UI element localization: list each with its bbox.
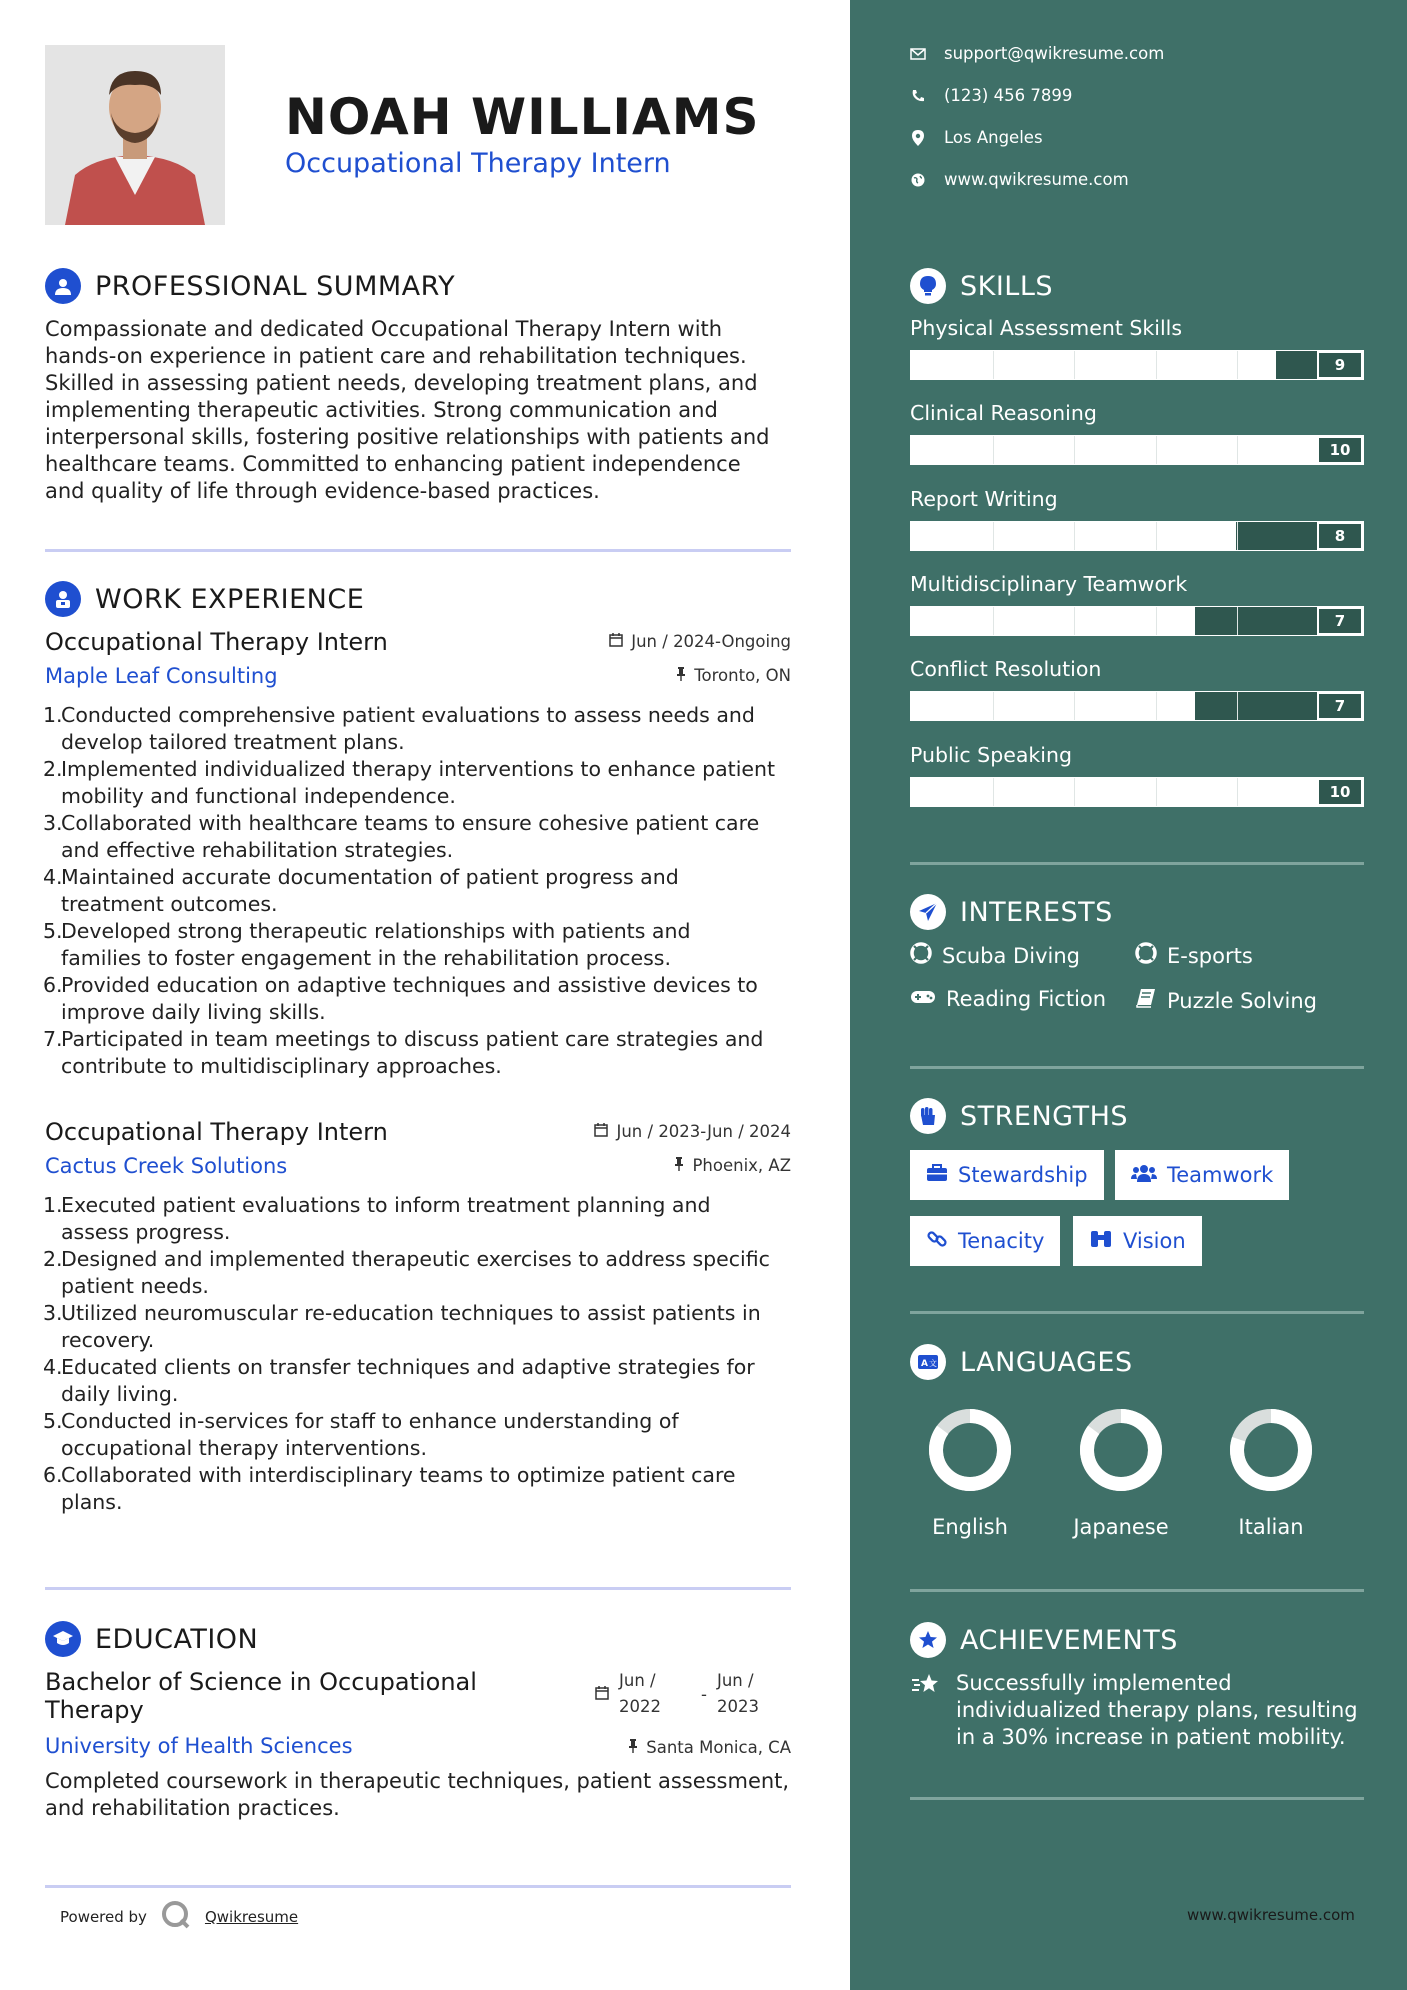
interest-item bbox=[910, 987, 1106, 1011]
list-number: 5. bbox=[43, 919, 63, 943]
list-item bbox=[45, 891, 791, 918]
list-number: 5. bbox=[43, 1409, 63, 1433]
skill-bar bbox=[910, 435, 1364, 465]
language-item bbox=[1201, 1405, 1341, 1539]
book-icon bbox=[1135, 987, 1157, 1014]
skill-fill bbox=[911, 607, 1195, 635]
skill-segment bbox=[1156, 778, 1157, 806]
job-location-text: Toronto, ON bbox=[694, 666, 791, 685]
skill-item bbox=[910, 743, 1364, 807]
skill-fill bbox=[911, 351, 1276, 379]
languages-title: LANGUAGES bbox=[960, 1346, 1133, 1378]
language-item bbox=[900, 1405, 1040, 1539]
skill-segment bbox=[1237, 351, 1238, 379]
list-item bbox=[45, 1354, 791, 1381]
list-item bbox=[45, 999, 791, 1026]
list-text: Educated clients on transfer techniques and adaptive strategies for bbox=[61, 1355, 755, 1379]
end-month: Jun / bbox=[716, 1671, 754, 1690]
list-text: Utilized neuromuscular re-education techniques to assist patients in bbox=[61, 1301, 761, 1325]
job-date-text: Jun / 2024-Ongoing bbox=[631, 632, 791, 651]
summary-line: Skilled in assessing patient needs, developing treatment plans, and bbox=[45, 371, 758, 395]
skill-segment bbox=[1156, 522, 1157, 550]
list-text: Collaborated with healthcare teams to ensure cohesive patient care bbox=[61, 811, 760, 835]
list-text: patient needs. bbox=[61, 1274, 209, 1298]
gamepad-icon bbox=[910, 987, 936, 1011]
skill-bar bbox=[910, 691, 1364, 721]
skill-bar bbox=[910, 521, 1364, 551]
job-company: Maple Leaf Consulting bbox=[45, 664, 278, 688]
language-label: English bbox=[932, 1515, 1008, 1539]
language-donut bbox=[1226, 1405, 1316, 1495]
list-number: 7. bbox=[43, 1027, 63, 1051]
summary-heading bbox=[45, 268, 455, 304]
list-item bbox=[45, 1192, 791, 1219]
skill-segment bbox=[1156, 351, 1157, 379]
qwikresume-logo-icon bbox=[161, 1900, 191, 1934]
education-description bbox=[45, 1768, 791, 1822]
language-label: Italian bbox=[1238, 1515, 1304, 1539]
job-bullets bbox=[45, 1192, 791, 1516]
list-text: families to foster engagement in the rehabilitation process. bbox=[61, 946, 671, 970]
skill-score: 9 bbox=[1317, 351, 1363, 379]
achievement-text bbox=[956, 1670, 1358, 1751]
list-item bbox=[45, 1053, 791, 1080]
skill-segment bbox=[993, 436, 994, 464]
list-text: improve daily living skills. bbox=[61, 1000, 326, 1024]
education-entry bbox=[45, 1668, 791, 1822]
education-date bbox=[595, 1668, 759, 1720]
language-label: Japanese bbox=[1073, 1515, 1169, 1539]
list-number bbox=[43, 1381, 61, 1408]
interest-label: E-sports bbox=[1167, 943, 1253, 968]
list-text: Developed strong therapeutic relationships with patients and bbox=[61, 919, 691, 943]
job-title: Occupational Therapy Intern bbox=[45, 628, 388, 656]
language-donut bbox=[1076, 1405, 1166, 1495]
skill-segment bbox=[1156, 607, 1157, 635]
list-item bbox=[45, 1219, 791, 1246]
degree-line: Therapy bbox=[45, 1696, 144, 1724]
education-location-text: Santa Monica, CA bbox=[646, 1738, 791, 1757]
phone-icon bbox=[910, 88, 926, 104]
summary-line: hands-on experience in patient care and rehabilitation techniques. bbox=[45, 344, 747, 368]
achievement-item bbox=[910, 1670, 1364, 1751]
phone-text: (123) 456 7899 bbox=[944, 86, 1073, 105]
contact-website[interactable] bbox=[910, 170, 1129, 189]
skill-segment bbox=[1237, 607, 1238, 635]
list-number: 2. bbox=[43, 757, 63, 781]
skill-bar bbox=[910, 350, 1364, 380]
interest-item bbox=[1135, 987, 1317, 1014]
calendar-icon bbox=[594, 1122, 608, 1141]
skill-segment bbox=[993, 522, 994, 550]
list-text: recovery. bbox=[61, 1328, 155, 1352]
job-location bbox=[674, 1156, 791, 1175]
summary-line: Compassionate and dedicated Occupational Therapy Intern with bbox=[45, 317, 723, 341]
start-date bbox=[619, 1668, 661, 1720]
strength-label: Teamwork bbox=[1167, 1163, 1274, 1187]
list-item bbox=[45, 1273, 791, 1300]
svg-text:A: A bbox=[921, 1359, 928, 1369]
list-number bbox=[43, 1273, 61, 1300]
link-icon bbox=[926, 1228, 948, 1255]
binoculars-icon bbox=[1089, 1229, 1113, 1254]
skill-segment bbox=[1237, 436, 1238, 464]
list-item bbox=[45, 1435, 791, 1462]
skill-segment bbox=[993, 778, 994, 806]
list-number: 6. bbox=[43, 1463, 63, 1487]
skill-item bbox=[910, 401, 1364, 465]
lightbulb-icon bbox=[910, 268, 946, 304]
list-number bbox=[43, 1327, 61, 1354]
list-number bbox=[43, 837, 61, 864]
achievements-title: ACHIEVEMENTS bbox=[960, 1624, 1178, 1656]
brand-link[interactable]: Qwikresume bbox=[204, 1908, 299, 1926]
list-item bbox=[45, 729, 791, 756]
job-location-text: Phoenix, AZ bbox=[692, 1156, 791, 1175]
experience-title: WORK EXPERIENCE bbox=[95, 583, 365, 615]
start-year: 2022 bbox=[619, 1697, 661, 1716]
skill-segment bbox=[1156, 692, 1157, 720]
achievement-line: Successfully implemented bbox=[956, 1671, 1232, 1695]
skill-score: 10 bbox=[1317, 778, 1363, 806]
end-year: 2023 bbox=[716, 1697, 759, 1716]
strength-label: Stewardship bbox=[958, 1163, 1088, 1187]
skills-title: SKILLS bbox=[960, 270, 1054, 302]
list-item bbox=[45, 837, 791, 864]
skill-score: 8 bbox=[1317, 522, 1363, 550]
skills-heading bbox=[910, 268, 1053, 304]
degree-line: Bachelor of Science in Occupational bbox=[45, 1668, 477, 1696]
email-text: support@qwikresume.com bbox=[944, 44, 1165, 63]
list-number bbox=[43, 891, 61, 918]
lifebuoy-icon bbox=[910, 942, 932, 969]
languages-heading bbox=[910, 1344, 1133, 1380]
list-number bbox=[43, 729, 61, 756]
skill-segment bbox=[1074, 351, 1075, 379]
list-text: Collaborated with interdisciplinary teams to optimize patient care bbox=[61, 1463, 736, 1487]
section-divider bbox=[910, 1797, 1364, 1800]
skill-bar bbox=[910, 777, 1364, 807]
list-item bbox=[45, 810, 791, 837]
footer-website[interactable]: www.qwikresume.com bbox=[1187, 1906, 1355, 1924]
achievement-line: in a 30% increase in patient mobility. bbox=[956, 1725, 1346, 1749]
skill-item bbox=[910, 657, 1364, 721]
list-number bbox=[43, 1219, 61, 1246]
strengths-heading bbox=[910, 1098, 1128, 1134]
list-text: and effective rehabilitation strategies. bbox=[61, 838, 454, 862]
list-text: contribute to multidisciplinary approaches. bbox=[61, 1054, 502, 1078]
skill-fill bbox=[911, 692, 1195, 720]
profile-photo bbox=[45, 45, 225, 225]
list-number: 3. bbox=[43, 1301, 63, 1325]
summary-line: healthcare teams. Committed to enhancing patient independence bbox=[45, 452, 741, 476]
list-item bbox=[45, 756, 791, 783]
education-line: Completed coursework in therapeutic techniques, patient assessment, bbox=[45, 1769, 790, 1793]
list-item bbox=[45, 864, 791, 891]
job-location bbox=[676, 666, 791, 685]
skill-segment bbox=[1074, 436, 1075, 464]
education-line: and rehabilitation practices. bbox=[45, 1796, 340, 1820]
skill-segment bbox=[1237, 522, 1238, 550]
skill-segment bbox=[1074, 522, 1075, 550]
list-number: 3. bbox=[43, 811, 63, 835]
list-text: Conducted comprehensive patient evaluations to assess needs and bbox=[61, 703, 755, 727]
strength-badge bbox=[1073, 1216, 1202, 1266]
list-text: Maintained accurate documentation of patient progress and bbox=[61, 865, 679, 889]
list-text: mobility and functional independence. bbox=[61, 784, 456, 808]
globe-icon bbox=[910, 172, 926, 188]
skill-segment bbox=[1156, 436, 1157, 464]
star-icon bbox=[910, 1672, 942, 1751]
list-number: 4. bbox=[43, 865, 63, 889]
skill-item bbox=[910, 572, 1364, 636]
list-number: 1. bbox=[43, 703, 63, 727]
users-icon bbox=[1131, 1163, 1157, 1188]
section-divider bbox=[910, 1589, 1364, 1592]
skill-segment bbox=[1237, 692, 1238, 720]
summary-line: interpersonal skills, fostering positive relationships with patients and bbox=[45, 425, 770, 449]
interest-item bbox=[910, 942, 1080, 969]
list-number: 4. bbox=[43, 1355, 63, 1379]
powered-by-text: Powered by bbox=[60, 1908, 147, 1926]
skill-bar bbox=[910, 606, 1364, 636]
skill-score: 7 bbox=[1317, 692, 1363, 720]
school: University of Health Sciences bbox=[45, 1734, 353, 1758]
experience-heading bbox=[45, 581, 364, 617]
paper-plane-icon bbox=[910, 894, 946, 930]
list-number bbox=[43, 945, 61, 972]
start-month: Jun / bbox=[619, 1671, 656, 1690]
section-divider bbox=[910, 1066, 1364, 1069]
interest-label: Scuba Diving bbox=[942, 943, 1080, 968]
achievement-line: individualized therapy plans, resulting bbox=[956, 1698, 1358, 1722]
candidate-title: Occupational Therapy Intern bbox=[285, 148, 671, 179]
svg-text:文: 文 bbox=[929, 1359, 937, 1368]
job-date bbox=[594, 1122, 791, 1141]
list-number bbox=[43, 1489, 61, 1516]
skill-label: Report Writing bbox=[910, 487, 1058, 511]
skill-label: Clinical Reasoning bbox=[910, 401, 1097, 425]
list-item bbox=[45, 1246, 791, 1273]
skill-fill bbox=[911, 436, 1363, 464]
calendar-icon bbox=[609, 632, 623, 651]
list-text: daily living. bbox=[61, 1382, 179, 1406]
strength-label: Vision bbox=[1123, 1229, 1186, 1253]
end-date bbox=[717, 1668, 759, 1720]
list-number bbox=[43, 1053, 61, 1080]
job-date-text: Jun / 2023-Jun / 2024 bbox=[616, 1122, 791, 1141]
skill-label: Multidisciplinary Teamwork bbox=[910, 572, 1188, 596]
list-text: treatment outcomes. bbox=[61, 892, 278, 916]
lifebuoy-icon bbox=[1135, 942, 1157, 969]
job-title: Occupational Therapy Intern bbox=[45, 1118, 388, 1146]
contact-location bbox=[910, 128, 1043, 147]
section-divider bbox=[45, 1885, 791, 1888]
list-text: Designed and implemented therapeutic exercises to address specific bbox=[61, 1247, 770, 1271]
website-text: www.qwikresume.com bbox=[944, 170, 1129, 189]
list-item bbox=[45, 1300, 791, 1327]
skill-segment bbox=[993, 351, 994, 379]
contact-email[interactable] bbox=[910, 44, 1164, 63]
location-text: Los Angeles bbox=[944, 128, 1043, 147]
summary-text bbox=[45, 316, 795, 505]
user-icon bbox=[45, 268, 81, 304]
list-text: plans. bbox=[61, 1490, 123, 1514]
skill-label: Public Speaking bbox=[910, 743, 1072, 767]
education-heading bbox=[45, 1621, 258, 1657]
list-number bbox=[43, 1435, 61, 1462]
strengths-title: STRENGTHS bbox=[960, 1100, 1129, 1132]
star-badge-icon bbox=[910, 1622, 946, 1658]
calendar-icon bbox=[595, 1685, 609, 1704]
list-number: 6. bbox=[43, 973, 63, 997]
pin-icon bbox=[674, 1156, 684, 1175]
list-item bbox=[45, 972, 791, 999]
list-text: Provided education on adaptive techniques and assistive devices to bbox=[61, 973, 758, 997]
job-date bbox=[609, 632, 791, 651]
language-donut bbox=[925, 1405, 1015, 1495]
list-number: 2. bbox=[43, 1247, 63, 1271]
list-item bbox=[45, 783, 791, 810]
section-divider bbox=[910, 1311, 1364, 1314]
interests-heading bbox=[910, 894, 1113, 930]
strength-badge bbox=[910, 1216, 1060, 1266]
skill-score: 7 bbox=[1317, 607, 1363, 635]
skill-segment bbox=[1074, 778, 1075, 806]
strength-badge bbox=[1115, 1150, 1289, 1200]
skill-label: Physical Assessment Skills bbox=[910, 316, 1183, 340]
pin-icon bbox=[676, 666, 686, 685]
list-text: Executed patient evaluations to inform treatment planning and bbox=[61, 1193, 711, 1217]
job-bullets bbox=[45, 702, 791, 1080]
list-number bbox=[43, 783, 61, 810]
education-location bbox=[628, 1738, 791, 1757]
job-entry bbox=[45, 1118, 791, 1516]
date-separator: - bbox=[701, 1684, 707, 1704]
pin-icon bbox=[628, 1738, 638, 1757]
skill-label: Conflict Resolution bbox=[910, 657, 1102, 681]
list-item bbox=[45, 945, 791, 972]
envelope-icon bbox=[910, 46, 926, 62]
skill-segment bbox=[1074, 692, 1075, 720]
contact-phone[interactable] bbox=[910, 86, 1072, 105]
powered-by bbox=[60, 1900, 298, 1934]
list-number bbox=[43, 999, 61, 1026]
summary-line: implementing therapeutic activities. Strong communication and bbox=[45, 398, 718, 422]
achievements-heading bbox=[910, 1622, 1178, 1658]
language-item bbox=[1051, 1405, 1191, 1539]
list-text: develop tailored treatment plans. bbox=[61, 730, 405, 754]
briefcase-icon bbox=[926, 1163, 948, 1187]
skill-score: 10 bbox=[1317, 436, 1363, 464]
fist-icon bbox=[910, 1098, 946, 1134]
list-item bbox=[45, 1327, 791, 1354]
list-text: occupational therapy interventions. bbox=[61, 1436, 427, 1460]
summary-line: and quality of life through evidence-based practices. bbox=[45, 479, 600, 503]
section-divider bbox=[45, 549, 791, 552]
section-divider bbox=[45, 1587, 791, 1590]
interest-item bbox=[1135, 942, 1253, 969]
job-company: Cactus Creek Solutions bbox=[45, 1154, 288, 1178]
summary-title: PROFESSIONAL SUMMARY bbox=[95, 270, 456, 302]
briefcase-user-icon bbox=[45, 581, 81, 617]
skill-item bbox=[910, 316, 1364, 380]
strength-label: Tenacity bbox=[958, 1229, 1045, 1253]
skill-segment bbox=[1074, 607, 1075, 635]
skill-segment bbox=[993, 692, 994, 720]
list-item bbox=[45, 702, 791, 729]
strength-badge bbox=[910, 1150, 1104, 1200]
section-divider bbox=[910, 862, 1364, 865]
map-marker-icon bbox=[910, 130, 926, 146]
list-text: Participated in team meetings to discuss patient care strategies and bbox=[61, 1027, 764, 1051]
list-text: assess progress. bbox=[61, 1220, 231, 1244]
list-item bbox=[45, 918, 791, 945]
list-item bbox=[45, 1489, 791, 1516]
interests-title: INTERESTS bbox=[960, 896, 1113, 928]
skill-segment bbox=[1237, 778, 1238, 806]
skill-segment bbox=[993, 607, 994, 635]
skill-item bbox=[910, 487, 1364, 551]
list-text: Implemented individualized therapy interventions to enhance patient bbox=[61, 757, 776, 781]
skill-fill bbox=[911, 778, 1363, 806]
list-item bbox=[45, 1381, 791, 1408]
job-entry bbox=[45, 628, 791, 1080]
interest-label: Reading Fiction bbox=[946, 987, 1107, 1011]
list-number: 1. bbox=[43, 1193, 63, 1217]
list-item bbox=[45, 1408, 791, 1435]
list-item bbox=[45, 1026, 791, 1053]
translate-icon bbox=[910, 1344, 946, 1380]
candidate-name: NOAH WILLIAMS bbox=[285, 88, 760, 146]
graduation-cap-icon bbox=[45, 1621, 81, 1657]
interest-label: Puzzle Solving bbox=[1167, 988, 1317, 1013]
list-item bbox=[45, 1462, 791, 1489]
list-text: Conducted in-services for staff to enhance understanding of bbox=[61, 1409, 679, 1433]
education-title: EDUCATION bbox=[95, 1623, 259, 1655]
